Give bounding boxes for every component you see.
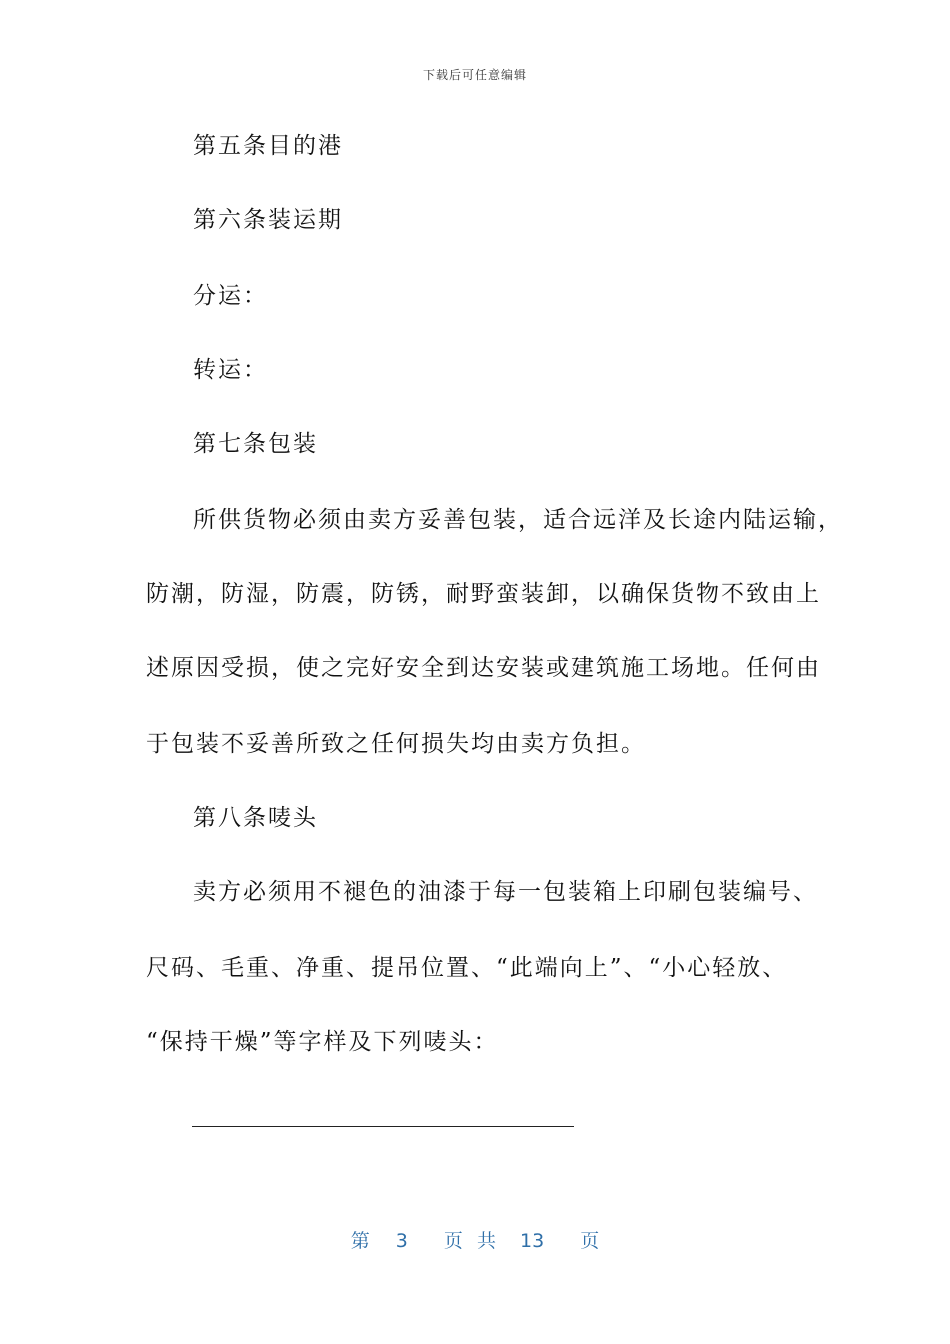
footer-total-pages: 13 xyxy=(520,1230,545,1252)
marking-paragraph-line-3: “保持干燥”等字样及下列唛头： xyxy=(146,1029,499,1055)
footer-page-number: 3 xyxy=(395,1230,408,1252)
shipping-mark-blank-line xyxy=(192,1126,574,1127)
marking-paragraph-line-2: 尺码、毛重、净重、提吊位置、“此端向上”、“小心轻放、 xyxy=(146,955,788,981)
article-8-heading: 第八条唛头 xyxy=(193,805,318,831)
packing-paragraph-line-1: 所供货物必须由卖方妥善包装，适合远洋及长途内陆运输， xyxy=(193,507,843,533)
article-7-heading: 第七条包装 xyxy=(193,431,318,457)
packing-paragraph-line-2: 防潮，防湿，防震，防锈，耐野蛮装卸，以确保货物不致由上 xyxy=(146,581,821,607)
page-footer xyxy=(0,1226,950,1253)
partial-shipment-line: 分运： xyxy=(193,283,268,309)
footer-ye-2: 页 xyxy=(580,1230,600,1252)
footer-ye: 页 xyxy=(443,1230,463,1252)
packing-paragraph-line-3: 述原因受损，使之完好安全到达安装或建筑施工场地。任何由 xyxy=(146,655,821,681)
article-5-heading: 第五条目的港 xyxy=(193,133,343,159)
article-6-heading: 第六条装运期 xyxy=(193,207,343,233)
packing-paragraph-line-4: 于包装不妥善所致之任何损失均由卖方负担。 xyxy=(146,731,646,757)
transshipment-line: 转运： xyxy=(193,357,268,383)
marking-paragraph-line-1: 卖方必须用不褪色的油漆于每一包装箱上印刷包装编号、 xyxy=(193,879,818,905)
footer-di: 第 xyxy=(350,1230,370,1252)
footer-gong: 共 xyxy=(476,1230,496,1252)
page-header: 下载后可任意编辑 xyxy=(422,68,527,82)
